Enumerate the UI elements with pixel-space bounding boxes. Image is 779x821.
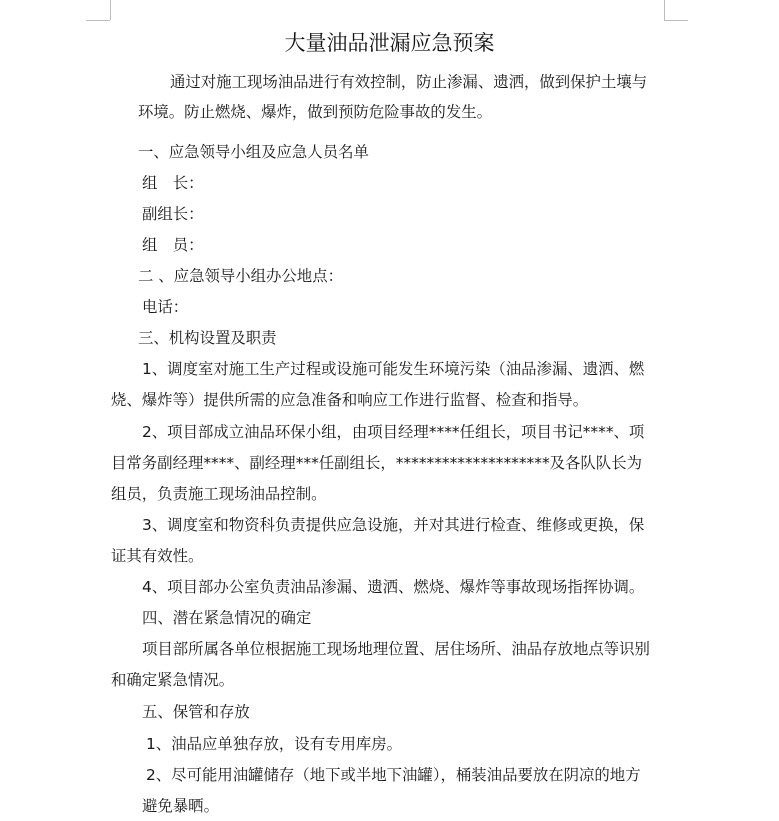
paragraph-line: 1、调度室对施工生产过程或设施可能发生环境污染（油品渗漏、遗洒、燃 xyxy=(142,360,645,378)
paragraph-line: 和确定紧急情况。 xyxy=(111,671,235,689)
section-heading: 四、潜在紧急情况的确定 xyxy=(142,609,312,627)
crop-mark xyxy=(664,0,665,20)
crop-mark xyxy=(110,0,111,20)
section-heading: 五、保管和存放 xyxy=(142,703,250,721)
paragraph-line: 4、项目部办公室负责油品渗漏、遗洒、燃烧、爆炸等事故现场指挥协调。 xyxy=(142,578,645,596)
paragraph-line: 1、油品应单独存放，设有专用库房。 xyxy=(146,735,403,753)
paragraph-line: 2、项目部成立油品环保小组，由项目经理****任组长，项目书记****、项 xyxy=(142,423,645,441)
paragraph-line: 避免暴晒。 xyxy=(142,797,219,815)
paragraph-line: 2、尽可能用油罐储存（地下或半地下油罐），桶装油品要放在阴凉的地方 xyxy=(146,766,641,784)
section-heading: 二 、应急领导小组办公地点： xyxy=(138,267,343,285)
paragraph-line: 烧、爆炸等）提供所需的应急准备和响应工作进行监督、检查和指导。 xyxy=(111,391,589,409)
paragraph-line: 组 长： xyxy=(142,174,204,192)
paragraph-line: 副组长： xyxy=(142,205,204,223)
paragraph-line: 组员，负责施工现场油品控制。 xyxy=(111,485,327,503)
paragraph-line: 证其有效性。 xyxy=(111,547,204,565)
paragraph-line: 3、调度室和物资科负责提供应急设施，并对其进行检查、维修或更换，保 xyxy=(142,516,645,534)
section-heading: 一、应急领导小组及应急人员名单 xyxy=(138,143,369,161)
crop-mark xyxy=(664,20,688,21)
section-heading: 三、机构设置及职责 xyxy=(138,329,277,347)
paragraph-line: 组 员： xyxy=(142,236,204,254)
crop-mark xyxy=(86,20,110,21)
paragraph-line: 项目部所属各单位根据施工现场地理位置、居住场所、油品存放地点等识别 xyxy=(142,640,650,658)
paragraph-line: 目常务副经理****、副经理***任副组长，********************及各队队长为 xyxy=(111,454,642,472)
document-title: 大量油品泄漏应急预案 xyxy=(284,31,495,55)
paragraph-line: 环境。防止燃烧、爆炸，做到预防危险事故的发生。 xyxy=(138,103,492,121)
paragraph-line: 通过对施工现场油品进行有效控制，防止渗漏、遗洒，做到保护土壤与 xyxy=(170,73,648,91)
paragraph-line: 电话： xyxy=(142,298,189,316)
